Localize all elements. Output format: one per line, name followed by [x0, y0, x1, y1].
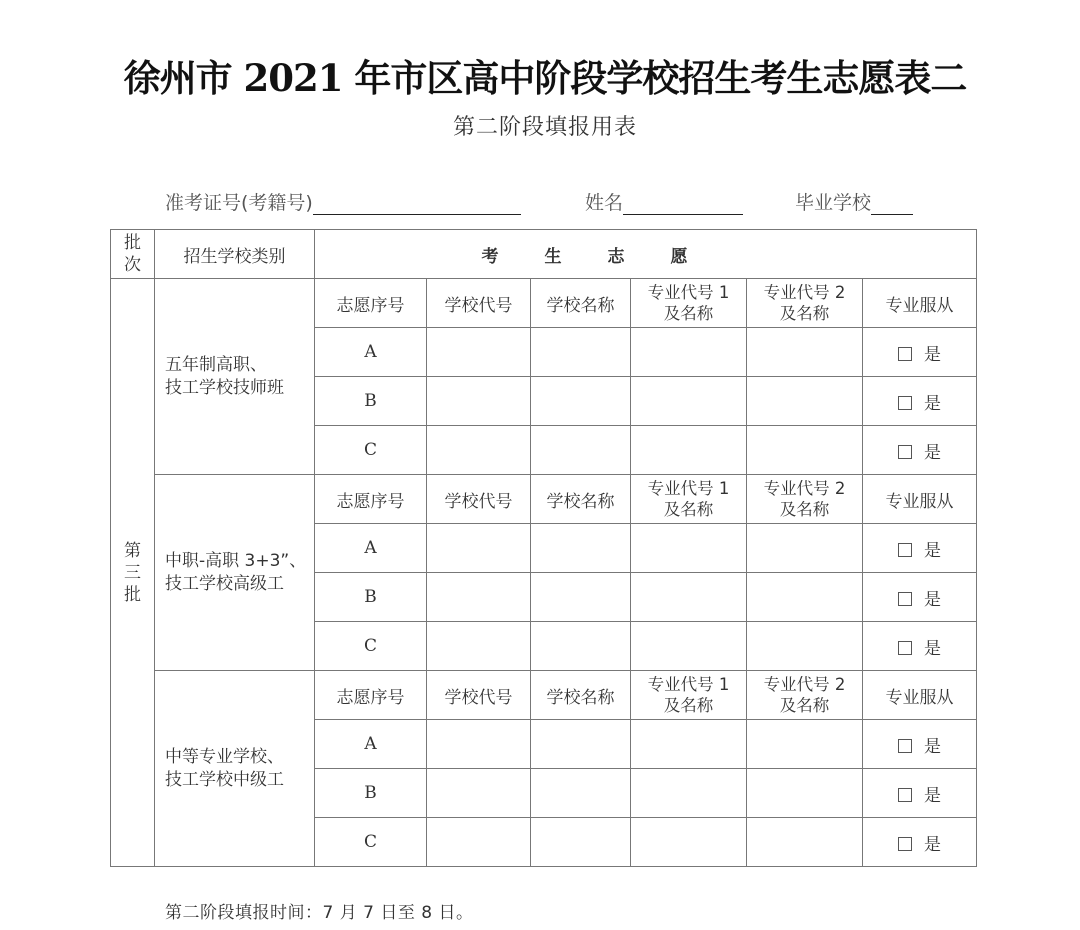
name-field — [585, 188, 743, 215]
wish-header-char: 生 — [544, 246, 564, 267]
header-line: 及名称 — [663, 500, 714, 519]
seq-cell: B — [315, 573, 427, 622]
major2-cell[interactable] — [747, 769, 863, 818]
school-input-line[interactable] — [871, 194, 913, 215]
header-line: 专业代号 2 — [763, 675, 846, 694]
col-header-major2 — [747, 475, 863, 524]
seq-cell: A — [315, 720, 427, 769]
obey-label: 是 — [924, 344, 941, 365]
school-code-cell[interactable] — [427, 769, 531, 818]
school-code-cell[interactable] — [427, 720, 531, 769]
major2-cell[interactable] — [747, 328, 863, 377]
batch-third — [111, 279, 155, 867]
checkbox[interactable] — [898, 543, 912, 557]
header-line: 专业代号 1 — [647, 283, 730, 302]
name-label: 姓名 — [585, 192, 624, 214]
wish-header-char: 志 — [607, 246, 627, 267]
school-code-cell[interactable] — [427, 524, 531, 573]
category-line: 技工学校高级工 — [165, 573, 284, 594]
header-line: 专业代号 1 — [647, 675, 730, 694]
col-header-school-name: 学校名称 — [531, 475, 631, 524]
exam-id-field — [165, 188, 521, 215]
major1-cell[interactable] — [631, 720, 747, 769]
major2-cell[interactable] — [747, 573, 863, 622]
header-line: 专业代号 2 — [763, 479, 846, 498]
header-line: 专业代号 1 — [647, 479, 730, 498]
category-line: 五年制高职、 — [165, 354, 267, 375]
header-line: 及名称 — [779, 304, 830, 323]
wish-header-char: 愿 — [670, 246, 690, 267]
col-header-seq: 志愿序号 — [315, 671, 427, 720]
school-name-cell[interactable] — [531, 524, 631, 573]
col-header-major1 — [631, 475, 747, 524]
school-field — [795, 188, 913, 215]
school-code-cell[interactable] — [427, 328, 531, 377]
exam-id-label: 准考证号(考籍号) — [165, 192, 313, 214]
header-line: 专业代号 2 — [763, 283, 846, 302]
col-header-school-code: 学校代号 — [427, 671, 531, 720]
category-line: 中等专业学校、 — [165, 746, 284, 767]
application-form-table — [110, 229, 977, 867]
obey-cell — [863, 818, 977, 867]
col-header-major1 — [631, 671, 747, 720]
school-name-cell[interactable] — [531, 769, 631, 818]
seq-cell: A — [315, 524, 427, 573]
obey-cell — [863, 622, 977, 671]
category-line: 中职-高职 3+3”、 — [165, 550, 307, 571]
school-name-cell[interactable] — [531, 426, 631, 475]
col-header-obey: 专业服从 — [863, 671, 977, 720]
major1-cell[interactable] — [631, 524, 747, 573]
wish-header-char: 考 — [481, 246, 501, 267]
major2-cell[interactable] — [747, 524, 863, 573]
batch-char: 三 — [124, 562, 141, 583]
checkbox[interactable] — [898, 739, 912, 753]
major1-cell[interactable] — [631, 573, 747, 622]
col-header-seq: 志愿序号 — [315, 475, 427, 524]
col-header-obey: 专业服从 — [863, 475, 977, 524]
checkbox[interactable] — [898, 837, 912, 851]
seq-cell: C — [315, 622, 427, 671]
name-input-line[interactable] — [623, 194, 743, 215]
major2-cell[interactable] — [747, 720, 863, 769]
obey-cell — [863, 328, 977, 377]
major2-cell[interactable] — [747, 818, 863, 867]
category-secondary-higher-3plus3 — [155, 475, 315, 671]
col-header-school-code: 学校代号 — [427, 279, 531, 328]
student-wish-header — [315, 230, 977, 279]
major1-cell[interactable] — [631, 622, 747, 671]
checkbox[interactable] — [898, 347, 912, 361]
checkbox[interactable] — [898, 788, 912, 802]
seq-cell: B — [315, 377, 427, 426]
col-header-major2 — [747, 279, 863, 328]
col-header-school-code: 学校代号 — [427, 475, 531, 524]
seq-cell: C — [315, 818, 427, 867]
checkbox[interactable] — [898, 396, 912, 410]
seq-cell: C — [315, 426, 427, 475]
school-code-cell[interactable] — [427, 818, 531, 867]
header-line: 及名称 — [663, 304, 714, 323]
major1-cell[interactable] — [631, 377, 747, 426]
school-name-cell[interactable] — [531, 818, 631, 867]
obey-label: 是 — [924, 589, 941, 610]
batch-header-char: 批 — [124, 233, 141, 253]
school-code-cell[interactable] — [427, 426, 531, 475]
obey-cell — [863, 524, 977, 573]
category-line: 技工学校技师班 — [165, 377, 284, 398]
category-line: 技工学校中级工 — [165, 769, 284, 790]
school-name-cell[interactable] — [531, 622, 631, 671]
batch-char: 批 — [124, 584, 141, 605]
obey-cell — [863, 426, 977, 475]
batch-char: 第 — [124, 540, 141, 561]
filing-time-note: 第二阶段填报时间：7 月 7 日至 8 日。 — [165, 903, 474, 923]
obey-label: 是 — [924, 638, 941, 659]
obey-cell — [863, 573, 977, 622]
col-header-major1 — [631, 279, 747, 328]
column-header-row — [111, 279, 977, 328]
major1-cell[interactable] — [631, 818, 747, 867]
col-header-school-name: 学校名称 — [531, 671, 631, 720]
exam-id-input-line[interactable] — [313, 194, 521, 215]
major2-cell[interactable] — [747, 377, 863, 426]
major2-cell[interactable] — [747, 426, 863, 475]
col-header-major2 — [747, 671, 863, 720]
obey-cell — [863, 769, 977, 818]
obey-label: 是 — [924, 442, 941, 463]
col-header-school-name: 学校名称 — [531, 279, 631, 328]
seq-cell: B — [315, 769, 427, 818]
major1-cell[interactable] — [631, 426, 747, 475]
column-header-row — [111, 671, 977, 720]
checkbox[interactable] — [898, 641, 912, 655]
obey-label: 是 — [924, 540, 941, 561]
obey-cell — [863, 720, 977, 769]
school-name-cell[interactable] — [531, 573, 631, 622]
col-header-seq: 志愿序号 — [315, 279, 427, 328]
column-header-row — [111, 475, 977, 524]
school-name-cell[interactable] — [531, 328, 631, 377]
category-five-year-vocational — [155, 279, 315, 475]
obey-label: 是 — [924, 736, 941, 757]
document-title: 徐州市 2021 年市区高中阶段学校招生考生志愿表二 — [123, 56, 967, 100]
obey-label: 是 — [924, 834, 941, 855]
checkbox[interactable] — [898, 445, 912, 459]
batch-header-char: 次 — [124, 255, 141, 275]
school-code-cell[interactable] — [427, 377, 531, 426]
document-subtitle: 第二阶段填报用表 — [452, 115, 637, 140]
school-name-cell[interactable] — [531, 377, 631, 426]
obey-label: 是 — [924, 785, 941, 806]
major2-cell[interactable] — [747, 622, 863, 671]
major1-cell[interactable] — [631, 769, 747, 818]
header-line: 及名称 — [779, 696, 830, 715]
obey-cell — [863, 377, 977, 426]
table-header-row — [111, 230, 977, 279]
obey-label: 是 — [924, 393, 941, 414]
school-code-cell[interactable] — [427, 622, 531, 671]
category-secondary-vocational — [155, 671, 315, 867]
school-name-cell[interactable] — [531, 720, 631, 769]
header-line: 及名称 — [663, 696, 714, 715]
col-header-obey: 专业服从 — [863, 279, 977, 328]
category-header: 招生学校类别 — [155, 230, 315, 279]
major1-cell[interactable] — [631, 328, 747, 377]
school-code-cell[interactable] — [427, 573, 531, 622]
batch-header — [111, 230, 155, 279]
checkbox[interactable] — [898, 592, 912, 606]
school-label: 毕业学校 — [795, 192, 872, 214]
seq-cell: A — [315, 328, 427, 377]
header-line: 及名称 — [779, 500, 830, 519]
